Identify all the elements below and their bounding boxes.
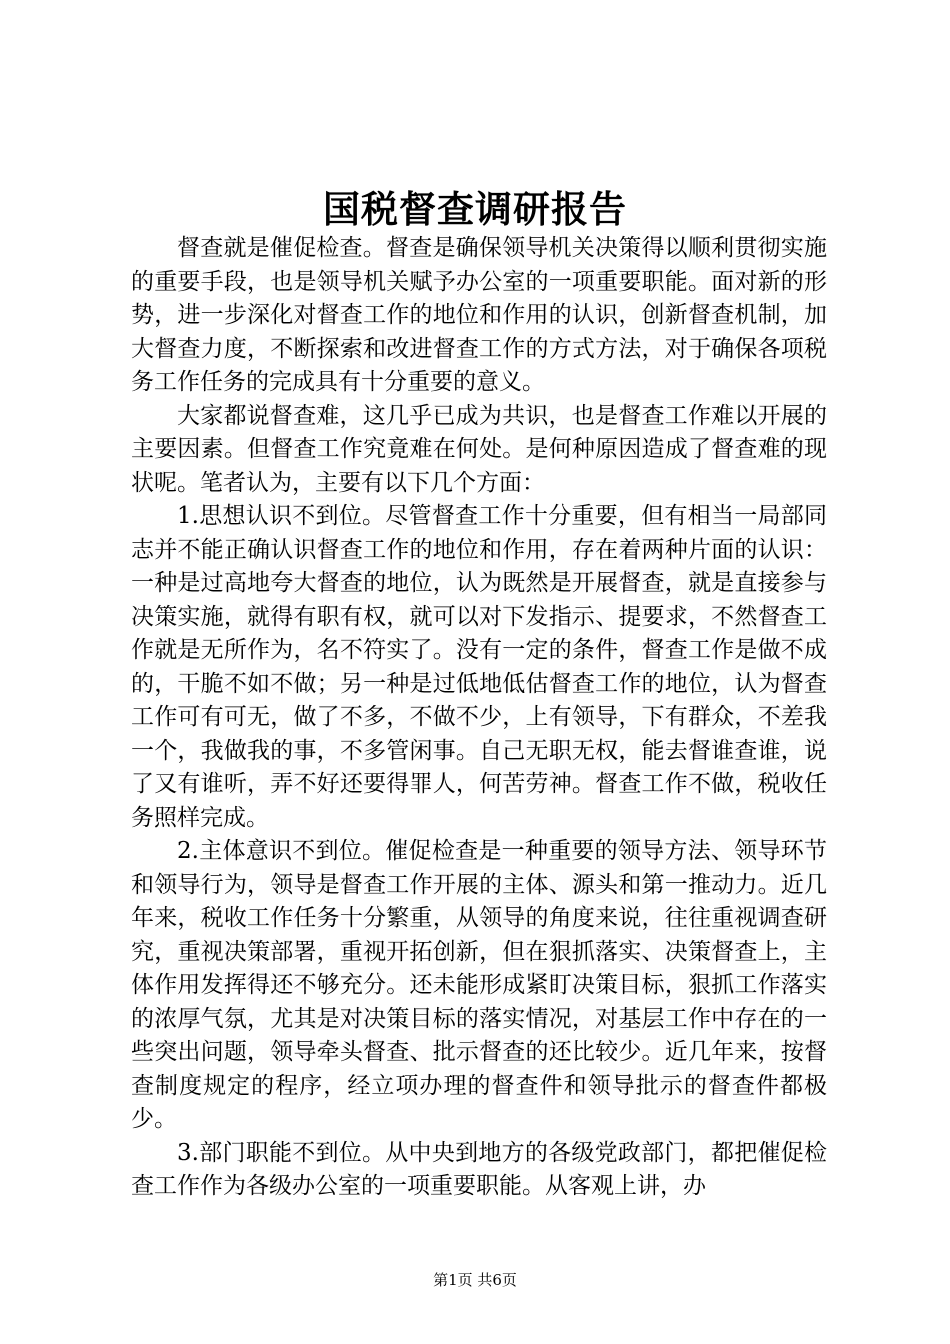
paragraph-point-2: 2.主体意识不到位。催促检查是一种重要的领导方法、领导环节和领导行为，领导是督查工作开展的主体、源头和第一推动力。近几年来，税收工作任务十分繁重，从领导的角度来说，往往重视调查研究，重视决策部署，重视开拓创新，但在狠抓落实、决策督查上，主体作用发挥得还不够充分。还未能形成紧盯决策目标，狠抓工作落实的浓厚气氛，尤其是对决策目标的落实情况，对基层工作中存在的一些突出问题，领导牵头督查、批示督查的还比较少。近几年来，按督查制度规定的程序，经立项办理的督查件和领导批示的督查件都极少。 [131,838,827,1132]
page-number: 第1页 [433,1271,473,1289]
document-title: 国税督查调研报告 [323,187,627,231]
page-footer [0,1270,950,1290]
page-total: 共6页 [477,1271,517,1289]
document-body [131,232,827,1204]
paragraph-intro: 督查就是催促检查。督查是确保领导机关决策得以顺利贯彻实施的重要手段，也是领导机关赋予办公室的一项重要职能。面对新的形势，进一步深化对督查工作的地位和作用的认识，创新督查机制，加大督查力度，不断探索和改进督查工作的方式方法，对于确保各项税务工作任务的完成具有十分重要的意义。 [131,235,827,395]
paragraph-difficulty: 大家都说督查难，这几乎已成为共识，也是督查工作难以开展的主要因素。但督查工作究竟难在何处。是何种原因造成了督查难的现状呢。笔者认为，主要有以下几个方面： [131,402,827,496]
paragraph-point-1: 1.思想认识不到位。尽管督查工作十分重要，但有相当一局部同志并不能正确认识督查工作的地位和作用，存在着两种片面的认识：一种是过高地夸大督查的地位，认为既然是开展督查，就是直接参与决策实施，就得有职有权，就可以对下发指示、提要求，不然督查工作就是无所作为，名不符实了。没有一定的条件，督查工作是做不成的，干脆不如不做；另一种是过低地低估督查工作的地位，认为督查工作可有可无，做了不多，不做不少，上有领导，下有群众，不差我一个，我做我的事，不多管闲事。自己无职无权，能去督谁查谁，说了又有谁听，弄不好还要得罪人，何苦劳神。督查工作不做，税收任务照样完成。 [131,503,827,831]
paragraph-point-3: 3.部门职能不到位。从中央到地方的各级党政部门，都把催促检查工作作为各级办公室的一项重要职能。从客观上讲，办 [131,1139,827,1199]
